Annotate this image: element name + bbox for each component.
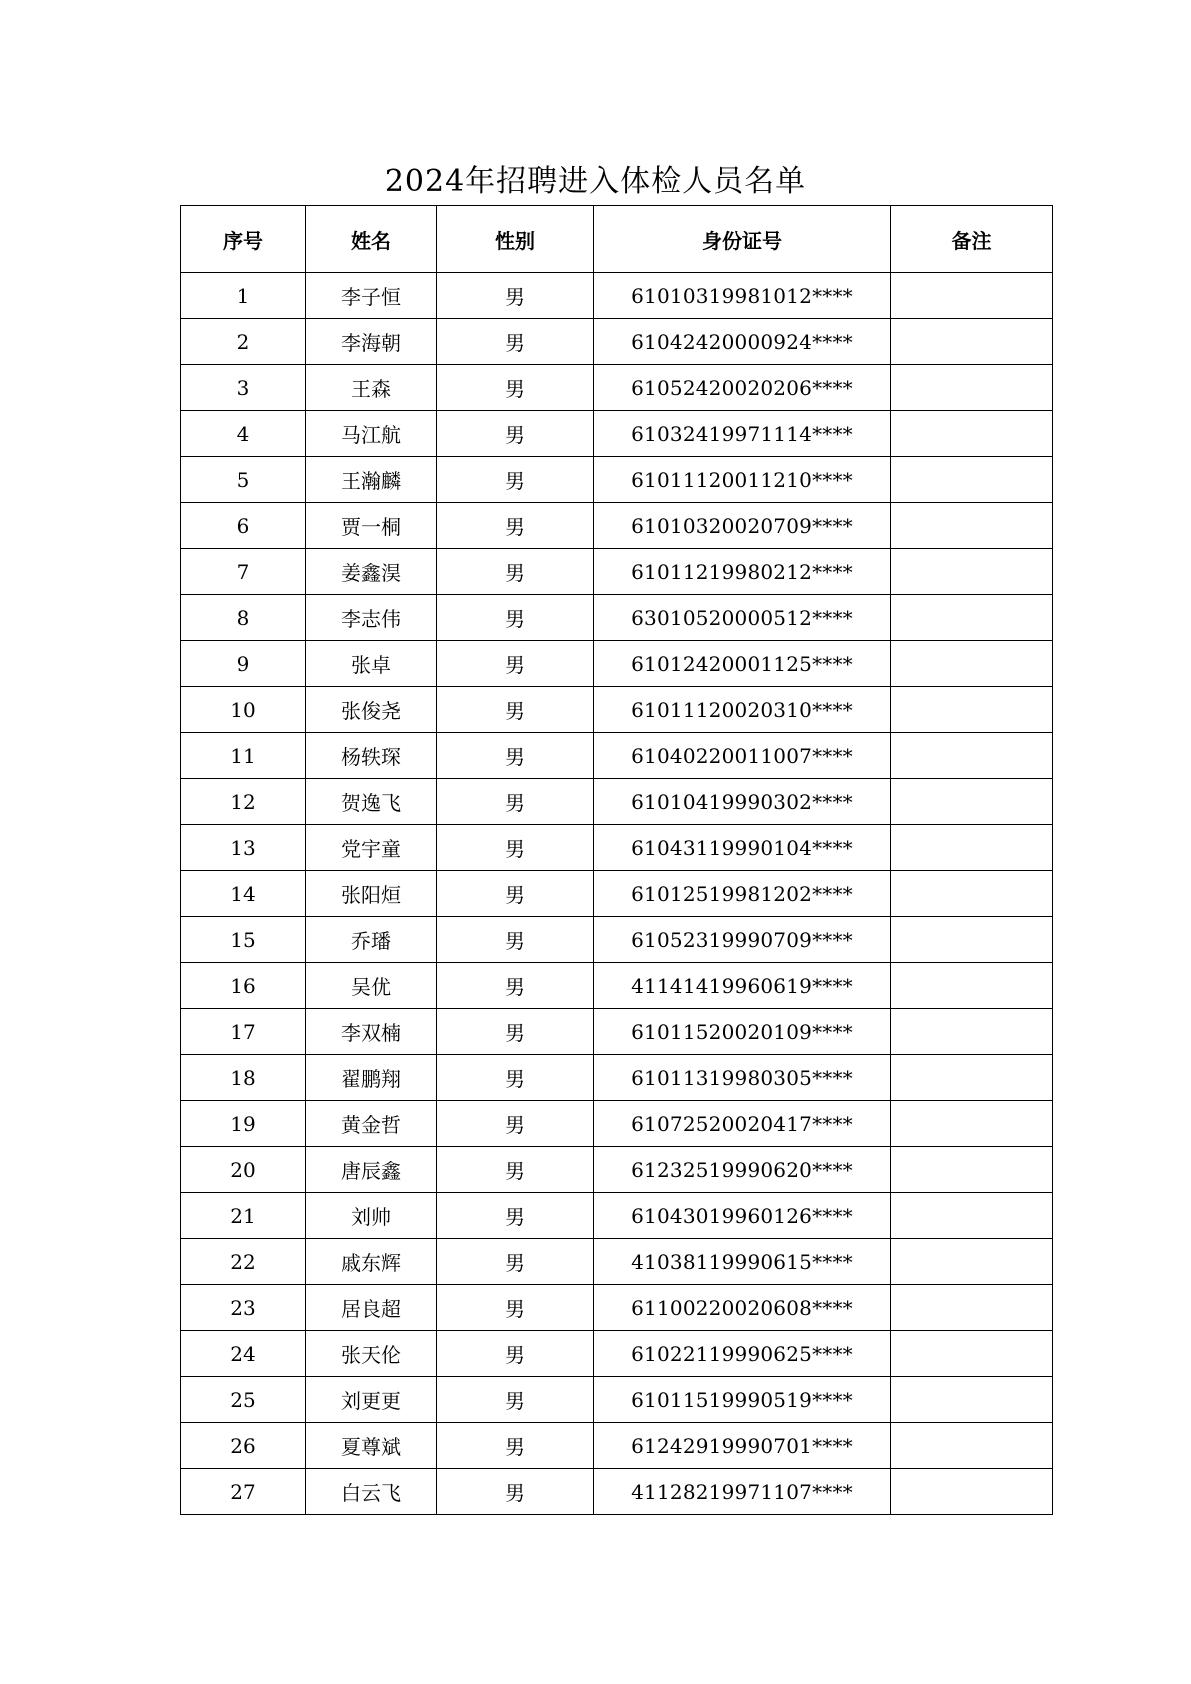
cell-id-number: 41141419960619**** — [594, 963, 891, 1009]
cell-id-number: 61011319980305**** — [594, 1055, 891, 1101]
cell-gender: 男 — [437, 1285, 594, 1331]
table-row — [181, 549, 1053, 595]
cell-name: 党宇童 — [306, 825, 437, 871]
cell-serial-number: 9 — [181, 641, 306, 687]
cell-name: 白云飞 — [306, 1469, 437, 1515]
cell-gender: 男 — [437, 779, 594, 825]
cell-remarks — [891, 825, 1053, 871]
cell-gender: 男 — [437, 1469, 594, 1515]
cell-id-number: 61040220011007**** — [594, 733, 891, 779]
cell-id-number: 61100220020608**** — [594, 1285, 891, 1331]
cell-id-number: 61242919990701**** — [594, 1423, 891, 1469]
cell-remarks — [891, 1469, 1053, 1515]
cell-serial-number: 26 — [181, 1423, 306, 1469]
header-serial-number: 序号 — [181, 206, 306, 273]
table-row — [181, 1423, 1053, 1469]
cell-id-number: 61052319990709**** — [594, 917, 891, 963]
cell-id-number: 61011120011210**** — [594, 457, 891, 503]
cell-remarks — [891, 779, 1053, 825]
cell-gender: 男 — [437, 1055, 594, 1101]
cell-serial-number: 23 — [181, 1285, 306, 1331]
cell-name: 马江航 — [306, 411, 437, 457]
cell-remarks — [891, 1285, 1053, 1331]
cell-gender: 男 — [437, 365, 594, 411]
cell-remarks — [891, 687, 1053, 733]
cell-name: 吴优 — [306, 963, 437, 1009]
header-name: 姓名 — [306, 206, 437, 273]
cell-gender: 男 — [437, 549, 594, 595]
cell-remarks — [891, 641, 1053, 687]
cell-gender: 男 — [437, 1147, 594, 1193]
table-body — [181, 273, 1053, 1515]
cell-remarks — [891, 457, 1053, 503]
table-row — [181, 411, 1053, 457]
cell-id-number: 63010520000512**** — [594, 595, 891, 641]
table-header — [181, 206, 1053, 273]
cell-remarks — [891, 1423, 1053, 1469]
table-row — [181, 503, 1053, 549]
cell-gender: 男 — [437, 825, 594, 871]
cell-id-number: 61012519981202**** — [594, 871, 891, 917]
table-row — [181, 917, 1053, 963]
table-row — [181, 1239, 1053, 1285]
table-row — [181, 1193, 1053, 1239]
cell-serial-number: 22 — [181, 1239, 306, 1285]
cell-name: 张阳烜 — [306, 871, 437, 917]
cell-remarks — [891, 273, 1053, 319]
cell-serial-number: 16 — [181, 963, 306, 1009]
cell-remarks — [891, 1193, 1053, 1239]
cell-remarks — [891, 1147, 1053, 1193]
cell-name: 李双楠 — [306, 1009, 437, 1055]
cell-name: 戚东辉 — [306, 1239, 437, 1285]
cell-remarks — [891, 1009, 1053, 1055]
cell-gender: 男 — [437, 1101, 594, 1147]
cell-remarks — [891, 549, 1053, 595]
cell-name: 居良超 — [306, 1285, 437, 1331]
table-row — [181, 319, 1053, 365]
cell-name: 张卓 — [306, 641, 437, 687]
cell-id-number: 61232519990620**** — [594, 1147, 891, 1193]
cell-id-number: 61043119990104**** — [594, 825, 891, 871]
cell-name: 乔璠 — [306, 917, 437, 963]
header-remarks: 备注 — [891, 206, 1053, 273]
cell-serial-number: 6 — [181, 503, 306, 549]
cell-gender: 男 — [437, 1331, 594, 1377]
cell-serial-number: 13 — [181, 825, 306, 871]
cell-name: 翟鹏翔 — [306, 1055, 437, 1101]
table-row — [181, 871, 1053, 917]
cell-gender: 男 — [437, 733, 594, 779]
cell-gender: 男 — [437, 1193, 594, 1239]
cell-remarks — [891, 1055, 1053, 1101]
cell-gender: 男 — [437, 687, 594, 733]
cell-remarks — [891, 733, 1053, 779]
cell-name: 王森 — [306, 365, 437, 411]
cell-serial-number: 15 — [181, 917, 306, 963]
table-row — [181, 963, 1053, 1009]
table-row — [181, 1377, 1053, 1423]
cell-gender: 男 — [437, 963, 594, 1009]
cell-remarks — [891, 1377, 1053, 1423]
document-title: 2024年招聘进入体检人员名单 — [384, 164, 807, 199]
table-row — [181, 1331, 1053, 1377]
cell-id-number: 61072520020417**** — [594, 1101, 891, 1147]
cell-gender: 男 — [437, 641, 594, 687]
cell-id-number: 61043019960126**** — [594, 1193, 891, 1239]
cell-serial-number: 20 — [181, 1147, 306, 1193]
table-row — [181, 1009, 1053, 1055]
cell-name: 李志伟 — [306, 595, 437, 641]
cell-remarks — [891, 963, 1053, 1009]
cell-gender: 男 — [437, 319, 594, 365]
cell-name: 刘更更 — [306, 1377, 437, 1423]
table-row — [181, 1147, 1053, 1193]
cell-name: 贾一桐 — [306, 503, 437, 549]
cell-serial-number: 14 — [181, 871, 306, 917]
cell-name: 姜鑫淏 — [306, 549, 437, 595]
cell-gender: 男 — [437, 273, 594, 319]
cell-id-number: 61042420000924**** — [594, 319, 891, 365]
cell-name: 张俊尧 — [306, 687, 437, 733]
cell-name: 夏尊斌 — [306, 1423, 437, 1469]
cell-serial-number: 24 — [181, 1331, 306, 1377]
cell-serial-number: 19 — [181, 1101, 306, 1147]
cell-remarks — [891, 411, 1053, 457]
cell-gender: 男 — [437, 503, 594, 549]
cell-serial-number: 12 — [181, 779, 306, 825]
cell-serial-number: 21 — [181, 1193, 306, 1239]
cell-id-number: 41038119990615**** — [594, 1239, 891, 1285]
cell-remarks — [891, 319, 1053, 365]
cell-name: 刘帅 — [306, 1193, 437, 1239]
cell-name: 黄金哲 — [306, 1101, 437, 1147]
table-row — [181, 1101, 1053, 1147]
cell-remarks — [891, 1331, 1053, 1377]
cell-id-number: 61011520020109**** — [594, 1009, 891, 1055]
roster-table — [180, 205, 1053, 1515]
cell-serial-number: 4 — [181, 411, 306, 457]
header-gender: 性别 — [437, 206, 594, 273]
table-row — [181, 457, 1053, 503]
cell-serial-number: 1 — [181, 273, 306, 319]
cell-remarks — [891, 595, 1053, 641]
cell-id-number: 61032419971114**** — [594, 411, 891, 457]
table-row — [181, 365, 1053, 411]
cell-remarks — [891, 1101, 1053, 1147]
cell-serial-number: 18 — [181, 1055, 306, 1101]
cell-gender: 男 — [437, 917, 594, 963]
cell-remarks — [891, 365, 1053, 411]
cell-id-number: 61052420020206**** — [594, 365, 891, 411]
header-row — [181, 206, 1053, 273]
cell-id-number: 41128219971107**** — [594, 1469, 891, 1515]
cell-serial-number: 25 — [181, 1377, 306, 1423]
table-row — [181, 1469, 1053, 1515]
cell-name: 李海朝 — [306, 319, 437, 365]
cell-id-number: 61012420001125**** — [594, 641, 891, 687]
cell-gender: 男 — [437, 1423, 594, 1469]
cell-name: 杨轶琛 — [306, 733, 437, 779]
cell-gender: 男 — [437, 1009, 594, 1055]
cell-gender: 男 — [437, 595, 594, 641]
cell-gender: 男 — [437, 871, 594, 917]
cell-remarks — [891, 871, 1053, 917]
cell-name: 唐辰鑫 — [306, 1147, 437, 1193]
cell-serial-number: 17 — [181, 1009, 306, 1055]
header-id-number: 身份证号 — [594, 206, 891, 273]
table-row — [181, 779, 1053, 825]
cell-id-number: 61010419990302**** — [594, 779, 891, 825]
table-row — [181, 733, 1053, 779]
cell-id-number: 61010319981012**** — [594, 273, 891, 319]
cell-name: 李子恒 — [306, 273, 437, 319]
cell-gender: 男 — [437, 1239, 594, 1285]
table-row — [181, 595, 1053, 641]
cell-remarks — [891, 503, 1053, 549]
cell-serial-number: 10 — [181, 687, 306, 733]
cell-remarks — [891, 917, 1053, 963]
cell-gender: 男 — [437, 1377, 594, 1423]
table-row — [181, 1285, 1053, 1331]
table-row — [181, 273, 1053, 319]
table-row — [181, 1055, 1053, 1101]
cell-id-number: 61022119990625**** — [594, 1331, 891, 1377]
cell-id-number: 61011120020310**** — [594, 687, 891, 733]
table-row — [181, 825, 1053, 871]
cell-serial-number: 5 — [181, 457, 306, 503]
cell-serial-number: 3 — [181, 365, 306, 411]
cell-name: 贺逸飞 — [306, 779, 437, 825]
cell-name: 张天伦 — [306, 1331, 437, 1377]
table-row — [181, 687, 1053, 733]
cell-id-number: 61010320020709**** — [594, 503, 891, 549]
cell-serial-number: 11 — [181, 733, 306, 779]
cell-remarks — [891, 1239, 1053, 1285]
table-row — [181, 641, 1053, 687]
cell-gender: 男 — [437, 457, 594, 503]
cell-serial-number: 8 — [181, 595, 306, 641]
cell-id-number: 61011519990519**** — [594, 1377, 891, 1423]
cell-serial-number: 7 — [181, 549, 306, 595]
cell-id-number: 61011219980212**** — [594, 549, 891, 595]
cell-name: 王瀚麟 — [306, 457, 437, 503]
cell-serial-number: 2 — [181, 319, 306, 365]
cell-gender: 男 — [437, 411, 594, 457]
cell-serial-number: 27 — [181, 1469, 306, 1515]
